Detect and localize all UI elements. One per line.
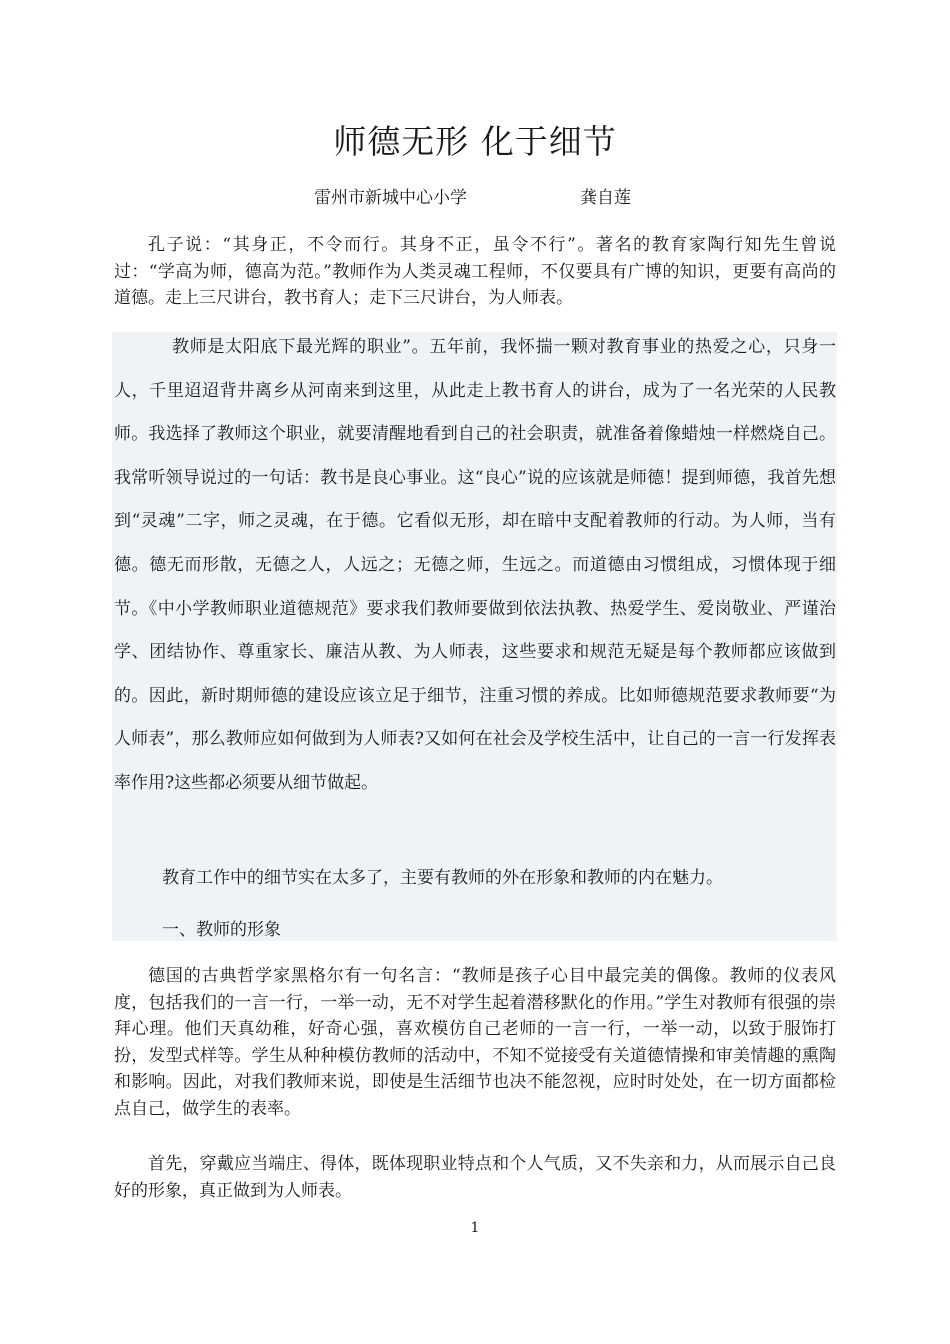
author-name: 龚自莲 (580, 188, 631, 208)
section-heading-image: 一、教师的形象 (162, 920, 281, 940)
page-number: 1 (470, 1220, 480, 1236)
body-paragraph-dress: 首先，穿戴应当端庄、得体，既体现职业特点和个人气质，又不失亲和力，从而展示自己良好的形象，真正做到为人师表。 (114, 1154, 836, 1201)
body-paragraph-details: 教育工作中的细节实在太多了，主要有教师的外在形象和教师的内在魅力。 (162, 868, 723, 888)
document-title: 师德无形 化于细节 (333, 122, 617, 161)
body-paragraph-hegel: 德国的古典哲学家黑格尔有一句名言：“教师是孩子心目中最完美的偶像。教师的仪表风度，包括我们的一言一行，一举一动，无不对学生起着潜移默化的作用。”学生对教师有很强的崇拜心理。他们天真幼稚，好奇心强，喜欢模仿自己老师的一言一行，一举一动，以致于服饰打扮，发型式样等。学生从种种模仿教师的活动中，不知不觉接受有关道德情操和审美情趣的熏陶和影响。因此，对我们教师来说，即使是生活细节也决不能忽视，应时时处处，在一切方面都检点自己，做学生的表率。 (114, 966, 836, 1119)
school-name: 雷州市新城中心小学 (314, 188, 467, 208)
body-paragraph-career: 教师是太阳底下最光辉的职业”。五年前，我怀揣一颗对教育事业的热爱之心，只身一人，千里迢迢背井离乡从河南来到这里，从此走上教书育人的讲台，成为了一名光荣的人民教师。我选择了教师这个职业，就要清醒地看到自己的社会职责，就准备着像蜡烛一样燃烧自己。我常听领导说过的一句话：教书是良心事业。这“良心”说的应该就是师德！提到师德，我首先想到“灵魂”二字，师之灵魂，在于德。它看似无形，却在暗中支配着教师的行动。为人师，当有德。德无而形散，无德之人，人远之；无德之师，生远之。而道德由习惯组成，习惯体现于细节。《中小学教师职业道德规范》要求我们教师要做到依法执教、热爱学生、爱岗敬业、严谨治学、团结协作、尊重家长、廉洁从教、为人师表，这些要求和规范无疑是每个教师都应该做到的。因此，新时期师德的建设应该立足于细节，注重习惯的养成。比如师德规范要求教师要“为人师表”，那么教师应如何做到为人师表?又如何在社会及学校生活中，让自己的一言一行发挥表率作用?这些都必须要从细节做起。 (114, 337, 836, 793)
intro-paragraph: 孔子说：“其身正，不令而行。其身不正，虽令不行”。著名的教育家陶行知先生曾说过：“学高为师，德高为范。”教师作为人类灵魂工程师，不仅要具有广博的知识，更要有高尚的道德。走上三尺讲台，教书育人；走下三尺讲台，为人师表。 (114, 235, 836, 308)
